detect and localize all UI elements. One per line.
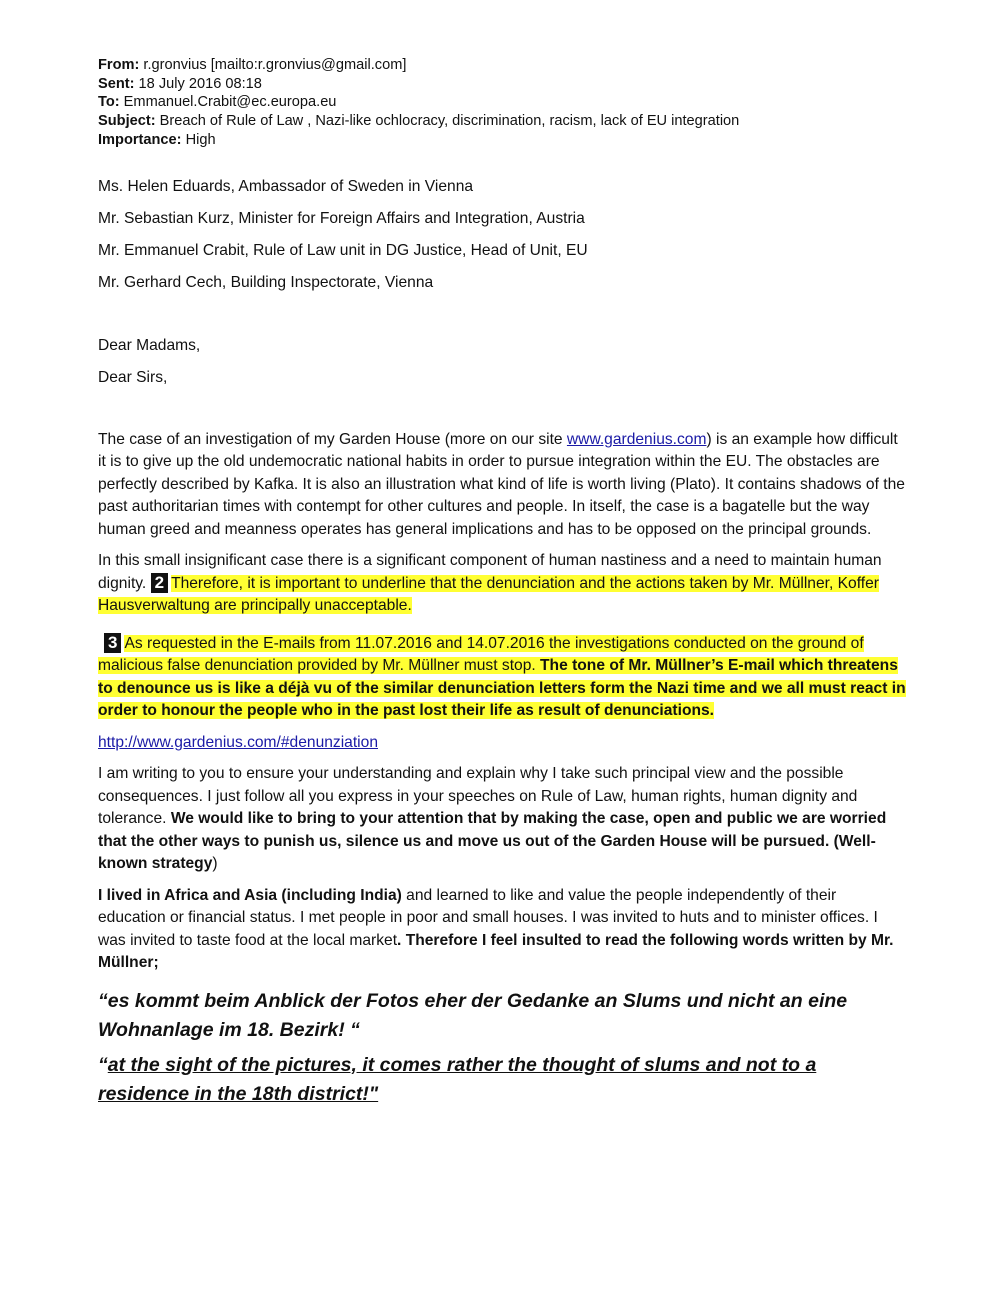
quote-english-text: at the sight of the pictures, it comes rather the thought of slums and not to a residence in the 18th district!" [98,1053,817,1105]
paragraph-1 [98,429,906,542]
paragraph-2 [98,550,906,618]
subject-label: Subject: [98,113,156,130]
recipient-line: Mr. Emmanuel Crabit, Rule of Law unit in DG Justice, Head of Unit, EU [98,241,588,259]
denunziation-link[interactable]: http://www.gardenius.com/#denunziation [98,733,378,751]
sent-value: 18 July 2016 08:18 [138,75,262,92]
paragraph-text: I am writing to you to ensure your understanding and explain why I take such principal view and the possible consequences. I just follow all you express in your speeches on Rule of Law, human rights, human dignity and tolerance. [98,765,858,828]
quote-english [98,1051,906,1109]
recipient-line: Mr. Gerhard Cech, Building Inspectorate, Vienna [98,273,434,291]
paragraph-text: In this small insignificant case there is a significant component of human nastiness and a need to maintain human dignity. [98,552,882,592]
salutation-line: Dear Madams, [98,336,201,354]
to-value: Emmanuel.Crabit@ec.europa.eu [123,94,337,111]
paragraph-text: ) is an example how difficult it is to give up the old undemocratic national habits in order to pursue integration within the EU. The obstacles are perfectly described by Kafka. It is also an illustration what kind of life is worth living (Plato). It contains shadows of the past authoritarian times with contempt for other cultures and people. In itself, the case is a bagatelle but the way human greed and meanness operates has general implications and has to be opposed on the principal grounds. [98,430,905,538]
recipient-list [98,176,906,294]
bold-text: I lived in Africa and Asia (including India) [98,886,402,904]
quote-open-mark: “ [98,1053,108,1076]
marker-badge: 3 [104,633,121,653]
bold-text: . Therefore I feel insulted to read the following words written by Mr. Müllner; [98,931,894,972]
header-sent [98,75,906,94]
highlighted-text: As requested in the E-mails from 11.07.2016 and 14.07.2016 the investigations conducted on the ground of malicious false denunciation provided by Mr. Müllner must stop. [98,634,864,675]
recipient-line: Mr. Sebastian Kurz, Minister for Foreign Affairs and Integration, Austria [98,209,585,227]
importance-label: Importance: [98,131,182,148]
paragraph-link [98,732,906,755]
importance-value: High [185,131,216,148]
paragraph-5 [98,885,906,975]
header-to [98,93,906,112]
paragraph-text: ) [212,855,218,873]
salutation [98,335,906,389]
to-label: To: [98,94,120,111]
email-header [98,56,906,150]
recipient-line: Ms. Helen Eduards, Ambassador of Sweden in Vienna [98,177,474,195]
highlighted-bold-text: The tone of Mr. Müllner’s E-mail which threatens to denounce us is like a déjà vu of the similar denunciation letters form the Nazi time and we all must react in order to honour the people who in the past lost their life as result of denunciations. [98,657,906,720]
quote-german: “es kommt beim Anblick der Fotos eher der Gedanke an Slums und nicht an eine Wohnanlage im 18. Bezirk! “ [98,989,848,1041]
subject-value: Breach of Rule of Law , Nazi-like ochlocracy, discrimination, racism, lack of EU integration [159,113,740,130]
from-value: r.gronvius [mailto:r.gronvius@gmail.com] [143,57,407,73]
salutation-line: Dear Sirs, [98,368,168,386]
marker-badge: 2 [151,573,168,593]
header-from [98,56,906,75]
paragraph-text: and learned to like and value the people independently of their education or financial status. I met people in poor and small houses. I was invited to huts and to minister offices. I was invited to taste food at the local market [98,886,878,949]
paragraph-3 [98,633,906,723]
from-label: From: [98,57,140,73]
highlighted-text: Therefore, it is important to underline that the denunciation and the actions taken by Mr. Müllner, Koffer Hausverwaltung are principally unacceptable. [98,574,879,615]
sent-label: Sent: [98,75,135,92]
bold-text: We would like to bring to your attention that by making the case, open and public we are worried that the other ways to punish us, silence us and move us out of the Garden House will be pursued. (Well-known strategy [98,810,887,873]
header-subject [98,112,906,131]
gardenius-link[interactable]: www.gardenius.com [566,430,707,448]
header-importance [98,131,906,150]
paragraph-4 [98,763,906,876]
paragraph-text: The case of an investigation of my Garden House (more on our site [98,430,567,448]
email-document [98,56,906,1109]
